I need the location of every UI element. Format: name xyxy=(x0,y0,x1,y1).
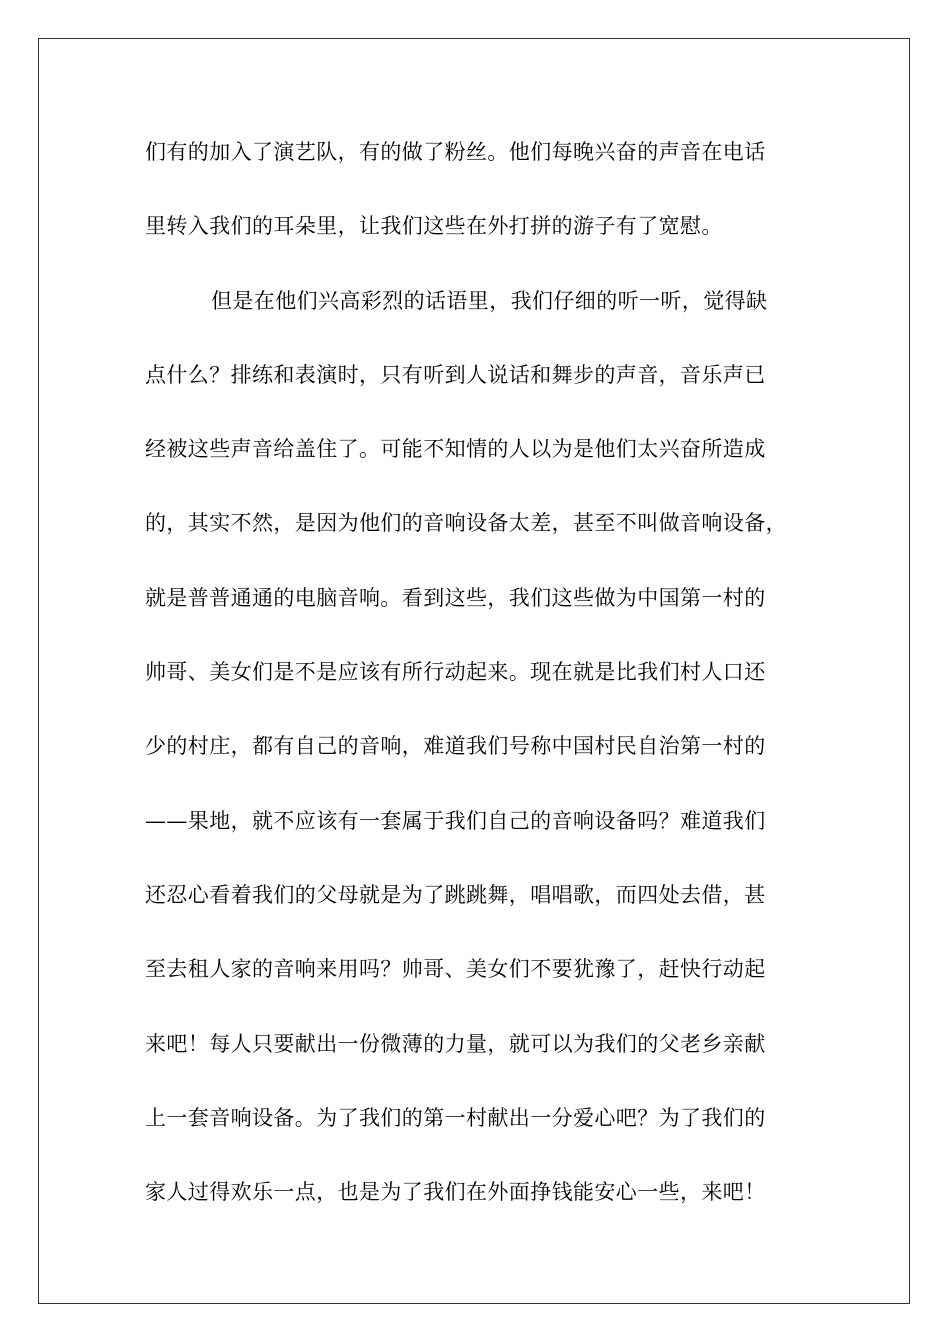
text-line: 来吧！每人只要献出一份微薄的力量，就可以为我们的父老乡亲献 xyxy=(145,1031,766,1056)
text-line: 的，其实不然，是因为他们的音响设备太差，甚至不叫做音响设备， xyxy=(145,511,787,536)
text-line: 里转入我们的耳朵里，让我们这些在外打拼的游子有了宽慰。 xyxy=(145,214,723,239)
body-text xyxy=(145,130,815,1244)
text-line: 点什么？排练和表演时，只有听到人说话和舞步的声音，音乐声已 xyxy=(145,362,766,387)
text-line: ——果地，就不应该有一套属于我们自己的音响设备吗？难道我们 xyxy=(145,808,766,833)
text-line: 就是普普通通的电脑音响。看到这些，我们这些做为中国第一村的 xyxy=(145,585,766,610)
text-line: 少的村庄，都有自己的音响，难道我们号称中国村民自治第一村的 xyxy=(145,734,766,759)
text-line: 们有的加入了演艺队，有的做了粉丝。他们每晚兴奋的声音在电话 xyxy=(145,140,766,164)
text-line: 家人过得欢乐一点，也是为了我们在外面挣钱能安心一些，来吧！ xyxy=(145,1180,766,1205)
text-line: 上一套音响设备。为了我们的第一村献出一分爱心吧？为了我们的 xyxy=(145,1105,766,1130)
paragraph-start-line: 但是在他们兴高彩烈的话语里，我们仔细的听一听，觉得缺 xyxy=(211,288,768,313)
text-line: 至去租人家的音响来用吗？帅哥、美女们不要犹豫了，赶快行动起 xyxy=(145,957,766,982)
text-line: 经被这些声音给盖住了。可能不知情的人以为是他们太兴奋所造成 xyxy=(145,437,766,462)
text-line: 帅哥、美女们是不是应该有所行动起来。现在就是比我们村人口还 xyxy=(145,660,766,685)
text-line: 还忍心看着我们的父母就是为了跳跳舞，唱唱歌，而四处去借，甚 xyxy=(145,882,766,907)
